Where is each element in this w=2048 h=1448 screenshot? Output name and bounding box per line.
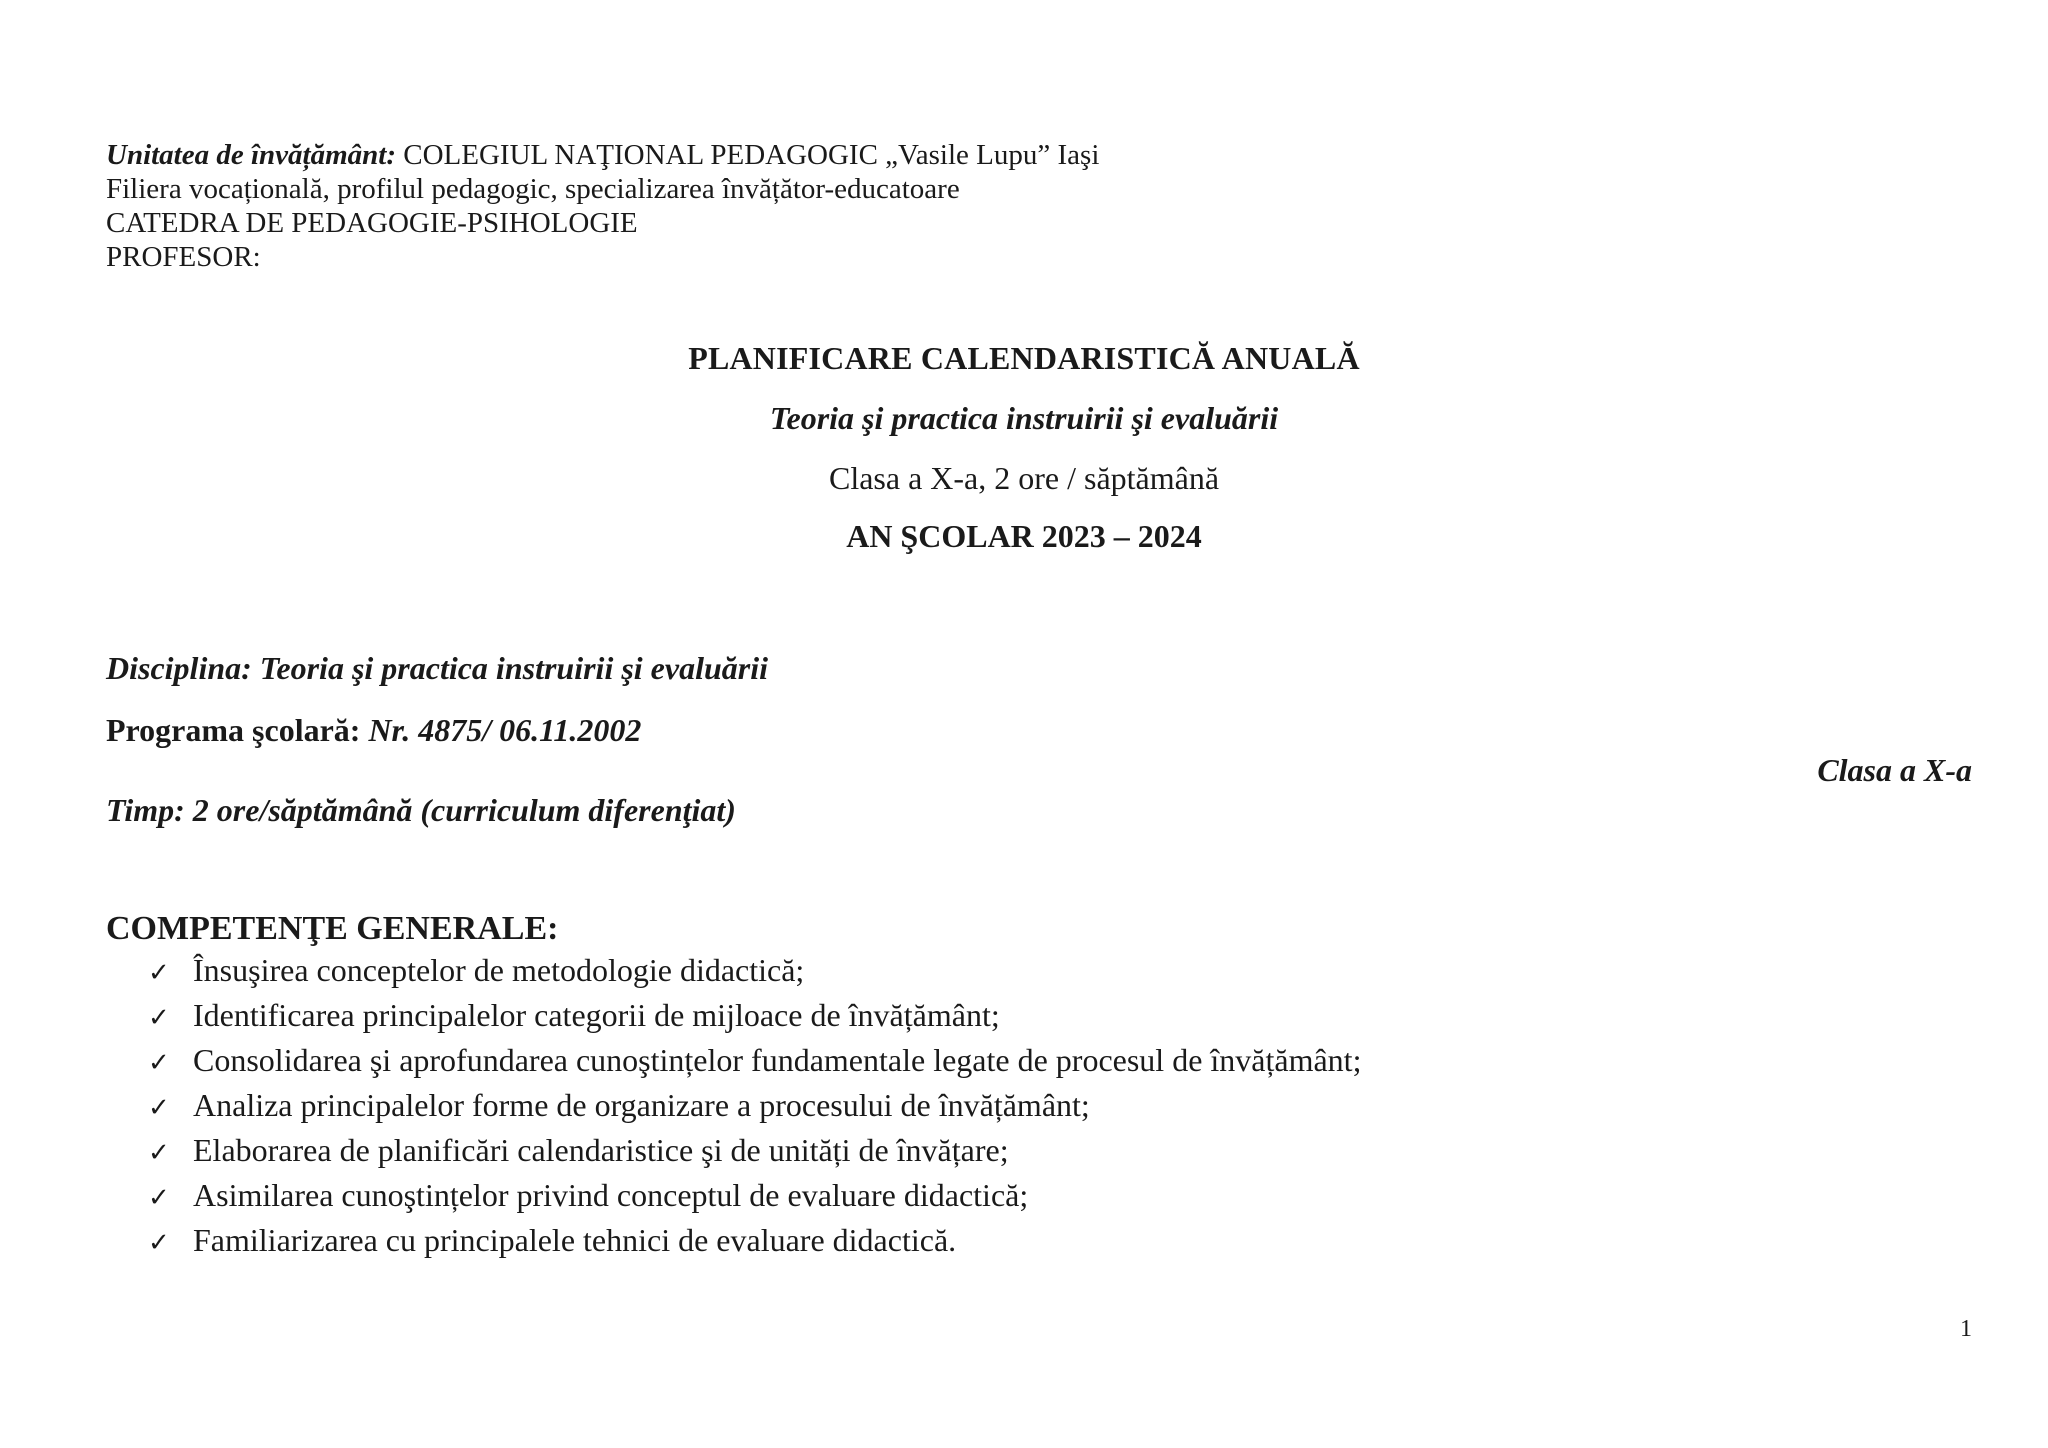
checkmark-icon: ✓	[148, 1228, 170, 1258]
institution-name: COLEGIUL NAŢIONAL PEDAGOGIC „Vasile Lupu” Iaşi	[403, 139, 1100, 171]
checkmark-icon: ✓	[148, 1138, 170, 1168]
program-value: Nr. 4875/ 06.11.2002	[368, 712, 642, 748]
institution-label: Unitatea de învățământ:	[106, 139, 396, 171]
list-item	[148, 1042, 1361, 1087]
page-title: PLANIFICARE CALENDARISTICĂ ANUALĂ	[688, 340, 1360, 376]
program-line	[106, 712, 641, 749]
competence-text: Consolidarea şi aprofundarea cunoştințelor fundamentale legate de procesul de învățământ;	[193, 1042, 1362, 1078]
header-specialization-line: Filiera vocațională, profilul pedagogic, specializarea învățător-educatoare	[106, 173, 960, 205]
header-institution-line	[106, 138, 1099, 172]
time-line: Timp: 2 ore/săptămână (curriculum diferenţiat)	[106, 792, 736, 828]
subject-title: Teoria şi practica instruirii şi evaluării	[769, 400, 1279, 436]
class-hours-line: Clasa a X-a, 2 ore / săptămână	[828, 460, 1220, 496]
list-item	[148, 997, 1361, 1042]
checkmark-icon: ✓	[148, 1183, 170, 1213]
list-item	[148, 1132, 1361, 1177]
list-item	[148, 1177, 1361, 1222]
checkmark-icon: ✓	[148, 958, 170, 988]
competence-text: Însuşirea conceptelor de metodologie didactică;	[193, 952, 805, 988]
header-department-line: CATEDRA DE PEDAGOGIE-PSIHOLOGIE	[106, 207, 638, 239]
discipline-line: Disciplina: Teoria şi practica instruirii şi evaluării	[106, 650, 768, 686]
list-item	[148, 1222, 1361, 1267]
school-year-line: AN ŞCOLAR 2023 – 2024	[846, 518, 1202, 554]
competence-text: Familiarizarea cu principalele tehnici de evaluare didactică.	[193, 1222, 957, 1258]
list-item	[148, 952, 1361, 997]
competence-text: Analiza principalelor forme de organizare a procesului de învățământ;	[193, 1087, 1090, 1123]
class-label-right: Clasa a X-a	[1817, 752, 1972, 788]
checkmark-icon: ✓	[148, 1048, 170, 1078]
competence-text: Elaborarea de planificări calendaristice şi de unități de învățare;	[193, 1132, 1009, 1168]
competences-heading: COMPETENŢE GENERALE:	[106, 910, 559, 947]
list-item	[148, 1087, 1361, 1132]
checkmark-icon: ✓	[148, 1003, 170, 1033]
program-label: Programa şcolară:	[106, 712, 361, 748]
competences-list	[148, 952, 1361, 1267]
header-professor-line: PROFESOR:	[106, 241, 261, 273]
page-number: 1	[1960, 1316, 1972, 1342]
competence-text: Identificarea principalelor categorii de mijloace de învățământ;	[193, 997, 1000, 1033]
checkmark-icon: ✓	[148, 1093, 170, 1123]
competence-text: Asimilarea cunoştințelor privind conceptul de evaluare didactică;	[193, 1177, 1029, 1213]
